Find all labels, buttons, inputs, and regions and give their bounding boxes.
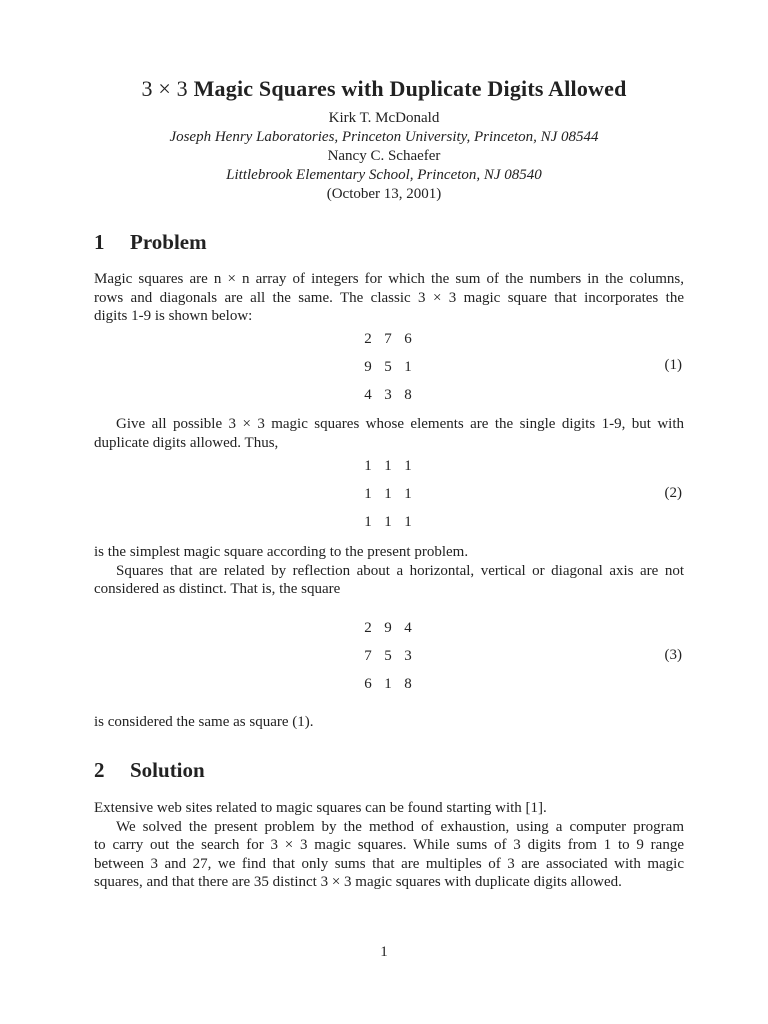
s1-p1-line-2: rows and diagonals are all the same. The classic 3 × 3 magic square that incorporates the [94, 289, 684, 306]
matrix-cell: 1 [364, 458, 372, 474]
equation-2-label: (2) [664, 485, 682, 501]
matrix-cell: 4 [364, 387, 372, 403]
matrix-cell: 7 [384, 331, 392, 347]
matrix-cell: 1 [384, 676, 392, 692]
matrix-cell: 5 [384, 359, 392, 375]
section-2-heading [94, 758, 205, 783]
s2-p2-line-4: squares, and that there are 35 distinct 3 × 3 magic squares with duplicate digits allowed. [94, 874, 622, 890]
matrix-cell: 1 [404, 458, 412, 474]
s1-paragraph-1 [94, 270, 684, 326]
author-2: Nancy C. Schaefer [327, 148, 441, 164]
title-prefix: 3 × 3 [141, 76, 188, 101]
matrix-cell: 1 [404, 486, 412, 502]
matrix-cell: 1 [404, 514, 412, 530]
s1-p1-line-1: Magic squares are n × n array of integers for which the sum of the numbers in the columns, [94, 271, 684, 287]
matrix-row [358, 331, 418, 349]
matrix-cell: 8 [404, 387, 412, 403]
affiliation-1: Joseph Henry Laboratories, Princeton University, Princeton, NJ 08544 [169, 129, 599, 145]
affiliation-2: Littlebrook Elementary School, Princeton, NJ 08540 [226, 167, 542, 183]
s1-p1-line-3: digits 1-9 is shown below: [94, 308, 253, 324]
matrix-row [358, 387, 418, 405]
page-number: 1 [380, 944, 388, 960]
author-1: Kirk T. McDonald [328, 110, 440, 126]
s1-p2-line-2: duplicate digits allowed. Thus, [94, 434, 279, 451]
matrix-row [358, 458, 418, 476]
date-line: (October 13, 2001) [326, 186, 442, 202]
matrix-row [358, 359, 418, 377]
s2-p1-line-1: Extensive web sites related to magic squares can be found starting with [1]. [94, 800, 547, 816]
matrix-row [358, 514, 418, 532]
matrix-cell: 9 [364, 359, 372, 375]
matrix-cell: 3 [404, 648, 412, 664]
matrix-cell: 2 [364, 620, 372, 636]
s1-p4-line-1: Squares that are related by reflection about a horizontal, vertical or diagonal axis are not [116, 562, 684, 579]
paper-title [0, 76, 768, 102]
s1-paragraph-3 [94, 543, 684, 599]
matrix-cell: 7 [364, 648, 372, 664]
s1-paragraph-5 [94, 713, 684, 732]
matrix-cell: 1 [384, 486, 392, 502]
s2-p2-line-2: to carry out the search for 3 × 3 magic squares. While sums of 3 digits from 1 to 9 range [94, 837, 684, 853]
matrix-cell: 1 [384, 458, 392, 474]
matrix-row [358, 676, 418, 694]
section-2-number: 2 [94, 758, 105, 782]
matrix-row [358, 620, 418, 638]
s2-p2-line-1: We solved the present problem by the method of exhaustion, using a computer program [116, 818, 684, 835]
equation-3-label: (3) [664, 647, 682, 663]
s2-paragraph-1 [94, 799, 684, 892]
matrix-cell: 3 [384, 387, 392, 403]
matrix-cell: 9 [384, 620, 392, 636]
section-1-heading [94, 230, 207, 255]
matrix-cell: 5 [384, 648, 392, 664]
matrix-cell: 4 [404, 620, 412, 636]
s2-p2-line-3: between 3 and 27, we find that only sums that are multiples of 3 are associated with magic [94, 855, 684, 872]
title-main: Magic Squares with Duplicate Digits Allowed [193, 76, 627, 101]
s1-p3-line-1: is the simplest magic square according to the present problem. [94, 544, 469, 560]
section-1-title: Problem [130, 230, 207, 254]
matrix-cell: 6 [364, 676, 372, 692]
s1-p2-line-1: Give all possible 3 × 3 magic squares whose elements are the single digits 1-9, but with [116, 416, 684, 432]
s1-p4-line-2: considered as distinct. That is, the square [94, 581, 341, 597]
matrix-cell: 6 [404, 331, 412, 347]
matrix-cell: 1 [364, 486, 372, 502]
section-2-title: Solution [130, 758, 205, 782]
matrix-row [358, 648, 418, 666]
matrix-cell: 1 [364, 514, 372, 530]
matrix-row [358, 486, 418, 504]
matrix-cell: 2 [364, 331, 372, 347]
s1-p5-line-1: is considered the same as square (1). [94, 714, 314, 730]
s1-paragraph-2 [94, 415, 684, 452]
equation-1-label: (1) [664, 357, 682, 373]
matrix-cell: 1 [404, 359, 412, 375]
matrix-cell: 1 [384, 514, 392, 530]
section-1-number: 1 [94, 230, 105, 254]
matrix-cell: 8 [404, 676, 412, 692]
